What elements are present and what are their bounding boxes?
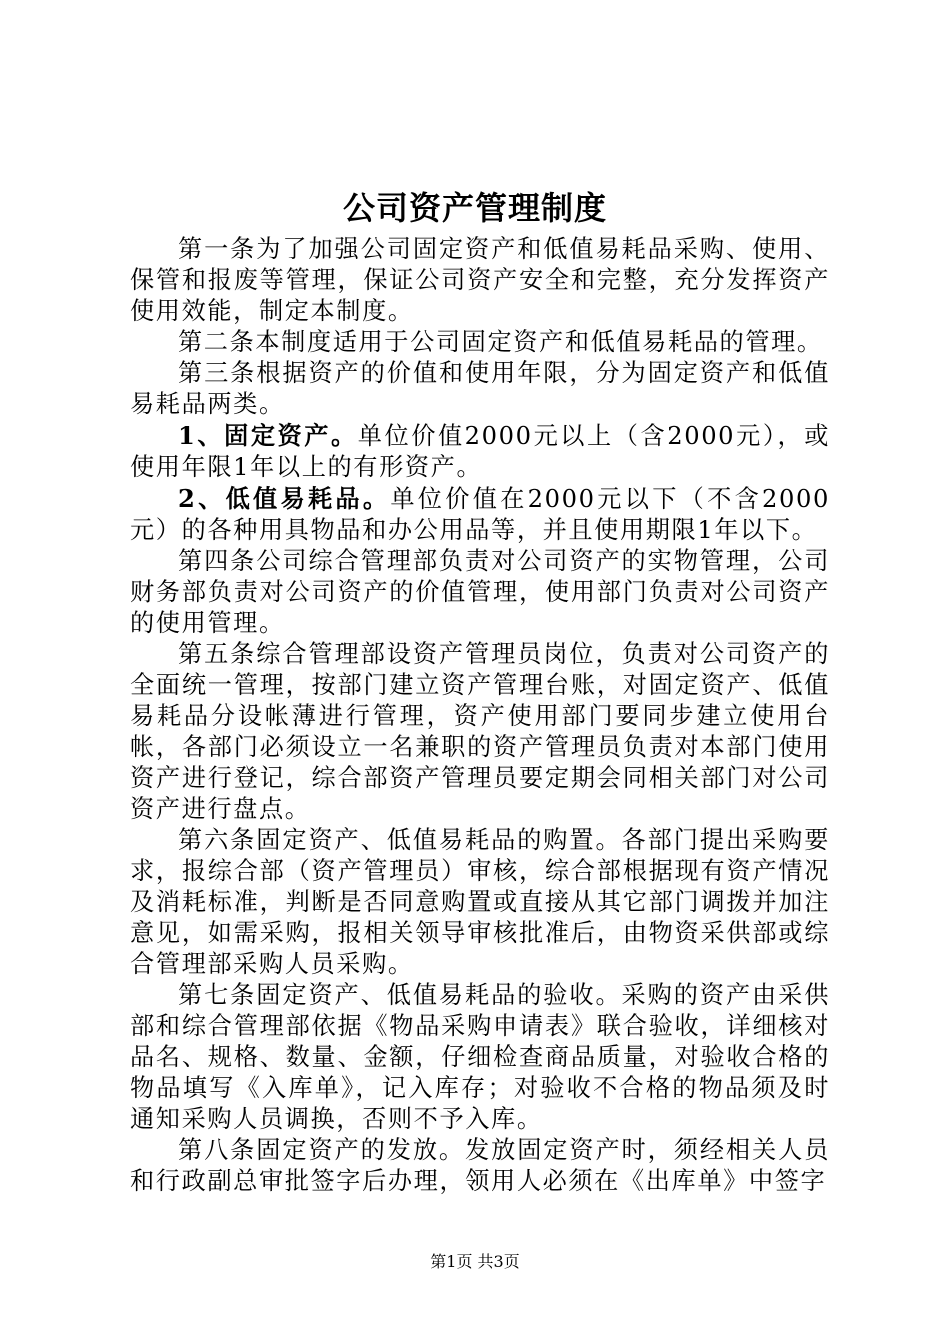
paragraph-text: 第二条本制度适用于公司固定资产和低值易耗品的管理。 [178,328,823,356]
paragraph-text: 单位价值在2000元以下（不含2000元）的各种用具物品和办公用品等，并且使用期限1年以下。 [130,485,830,544]
document-body [130,234,830,1197]
paragraph-article-6 [130,825,830,980]
paragraph-text: 第六条固定资产、低值易耗品的购置。各部门提出采购要求，报综合部（资产管理员）审核，综合部根据现有资产情况及消耗标准，判断是否同意购置或直接从其它部门调拨并加注意见，如需采购，报相关领导审核批准后，由物资采供部或综合管理部采购人员采购。 [130,826,830,978]
paragraph-text: 单位价值2000元以上（含2000元），或使用年限1年以上的有形资产。 [130,422,830,481]
paragraph-article-7 [130,980,830,1135]
paragraph-text: 第七条固定资产、低值易耗品的验收。采购的资产由采供部和综合管理部依据《物品采购申请表》联合验收，详细核对品名、规格、数量、金额，仔细检查商品质量，对验收合格的物品填写《入库单》，记入库存；对验收不合格的物品须及时通知采购人员调换，否则不予入库。 [130,981,830,1133]
paragraph-article-8 [130,1135,830,1197]
paragraph-article-4 [130,546,830,639]
paragraph-text: 第四条公司综合管理部负责对公司资产的实物管理，公司财务部负责对公司资产的价值管理，使用部门负责对公司资产的使用管理。 [130,547,830,637]
paragraph-text: 第一条为了加强公司固定资产和低值易耗品采购、使用、保管和报废等管理，保证公司资产安全和完整，充分发挥资产使用效能，制定本制度。 [130,235,830,325]
paragraph-lead: 2、低值易耗品。 [178,484,391,513]
paragraph-text: 第五条综合管理部设资产管理员岗位，负责对公司资产的全面统一管理，按部门建立资产管理台账，对固定资产、低值易耗品分设帐薄进行管理，资产使用部门要同步建立使用台帐，各部门必须设立一名兼职的资产管理员负责对本部门使用资产进行登记，综合部资产管理员要定期会同相关部门对公司资产进行盘点。 [130,640,830,823]
document-title: 公司资产管理制度 [342,189,607,227]
paragraph-lead: 1、固定资产。 [178,421,358,450]
paragraph-low-value-consumables [130,483,830,546]
paragraph-article-2 [130,327,830,358]
paragraph-fixed-assets [130,420,830,483]
paragraph-article-1 [130,234,830,327]
paragraph-text: 第三条根据资产的价值和使用年限，分为固定资产和低值易耗品两类。 [130,359,830,418]
page-number-footer: 第1页 共3页 [430,1252,520,1271]
paragraph-text: 第八条固定资产的发放。发放固定资产时，须经相关人员和行政副总审批签字后办理，领用人必须在《出库单》中签字 [130,1136,830,1195]
paragraph-article-3 [130,358,830,420]
paragraph-article-5 [130,639,830,825]
